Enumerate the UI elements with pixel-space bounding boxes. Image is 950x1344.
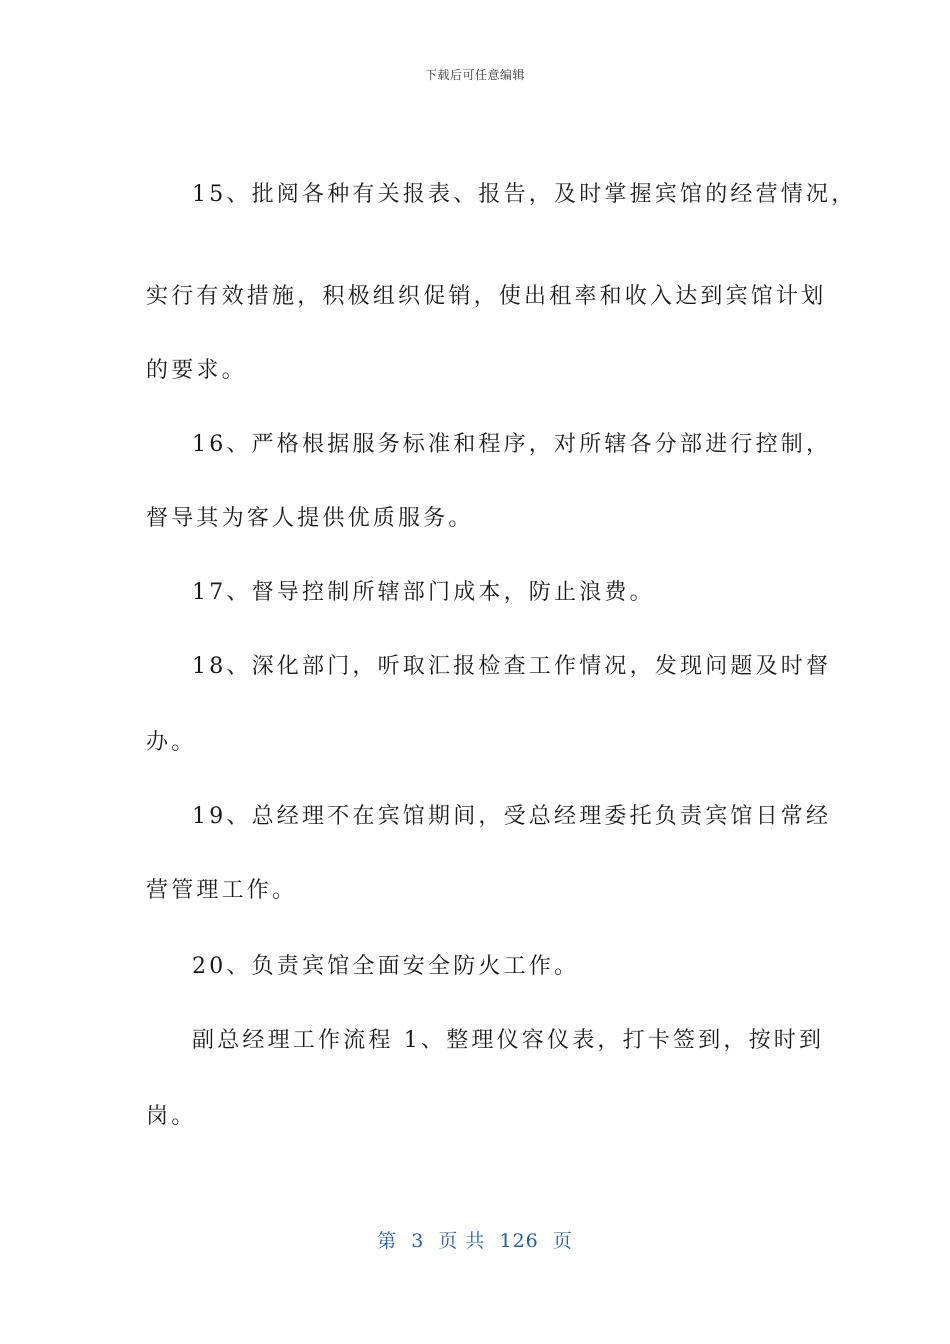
paragraph-line: 营管理工作。 [146, 878, 298, 903]
paragraph-line: 的要求。 [146, 358, 247, 383]
paragraph-line: 17、督导控制所辖部门成本，防止浪费。 [192, 580, 655, 605]
page-number-footer: 第 3 页 共 126 页 [377, 1230, 573, 1252]
paragraph-line: 实行有效措施，积极组织促销，使出租率和收入达到宾馆计划 [146, 284, 827, 309]
paragraph-line: 20、负责宾馆全面安全防火工作。 [192, 954, 580, 979]
paragraph-line: 办。 [146, 730, 197, 755]
header-note: 下载后可任意编辑 [424, 68, 525, 82]
paragraph-line: 督导其为客人提供优质服务。 [146, 506, 474, 531]
paragraph-line: 16、严格根据服务标准和程序，对所辖各分部进行控制， [192, 432, 832, 457]
paragraph-line: 岗。 [146, 1104, 197, 1129]
paragraph-line: 18、深化部门，听取汇报检查工作情况，发现问题及时督 [192, 654, 832, 679]
paragraph-line: 15、批阅各种有关报表、报告，及时掌握宾馆的经营情况， [192, 182, 857, 207]
paragraph-line: 19、总经理不在宾馆期间，受总经理委托负责宾馆日常经 [192, 804, 832, 829]
paragraph-line: 副总经理工作流程 1、整理仪容仪表，打卡签到，按时到 [192, 1028, 825, 1053]
